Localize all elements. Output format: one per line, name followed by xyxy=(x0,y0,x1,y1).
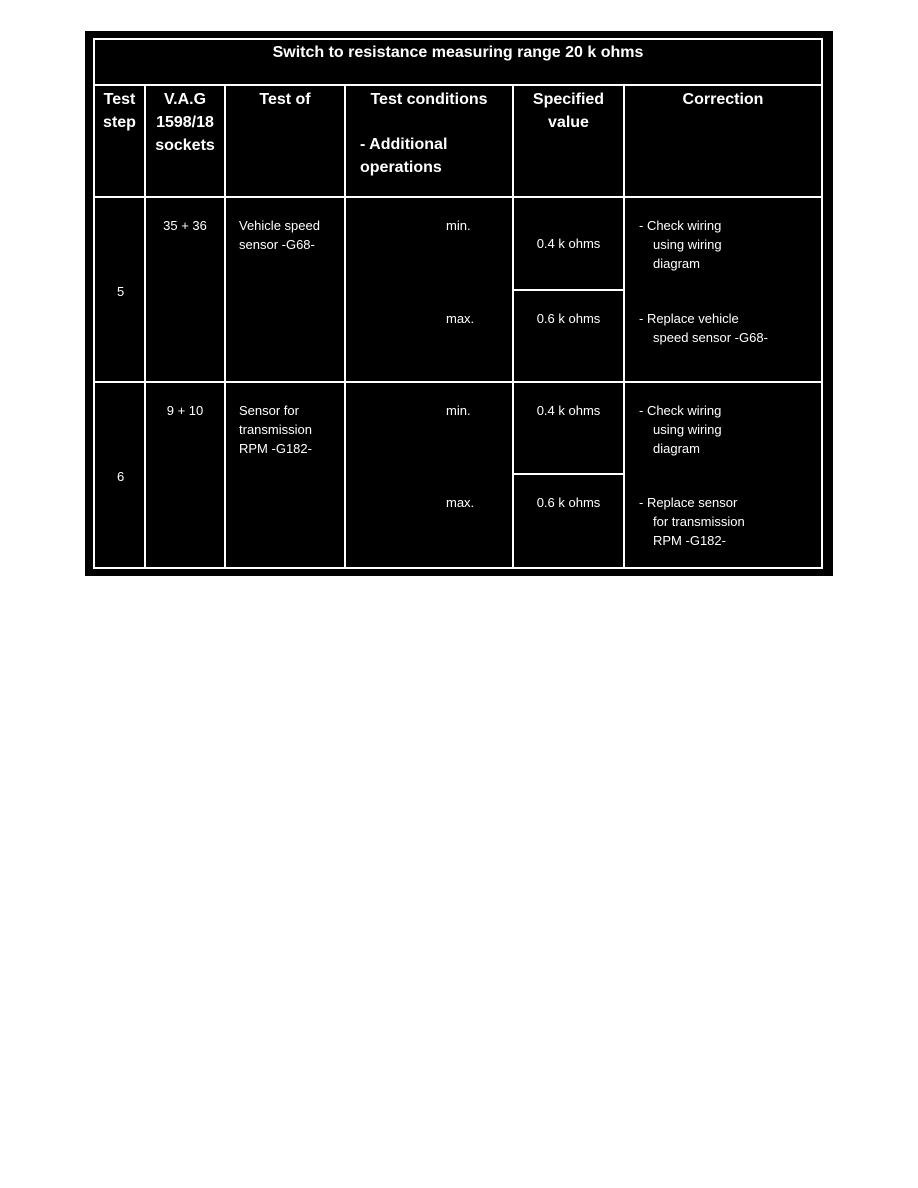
header-test-of xyxy=(224,84,346,198)
row-6-value-max-text: 0.6 k ohms xyxy=(536,495,601,510)
header-specified-line-1: Specified xyxy=(532,91,605,108)
header-specified-value xyxy=(512,84,625,198)
row-6-cond-max: max. xyxy=(446,495,475,510)
row-5-corr-1-line-3: diagram xyxy=(653,256,700,271)
row-6-test-of-line-3: RPM -G182- xyxy=(239,441,312,456)
row-5-test-of-line-2: sensor -G68- xyxy=(239,237,315,252)
row-5-cond-max: max. xyxy=(446,311,475,326)
row-6-value-min-text: 0.4 k ohms xyxy=(536,403,601,418)
row-5-test-of-line-1: Vehicle speed xyxy=(239,218,320,233)
row-5-sockets-value: 35 + 36 xyxy=(163,218,207,233)
header-vag-line-1: V.A.G xyxy=(163,91,207,108)
header-specified-line-2: value xyxy=(548,114,589,131)
row-5-conditions xyxy=(344,196,514,383)
row-5-value-min-text: 0.4 k ohms xyxy=(536,236,601,251)
row-5-correction xyxy=(623,196,823,383)
row-6-cond-min: min. xyxy=(446,403,471,418)
row-6-corr-1-line-2: using wiring xyxy=(653,422,722,437)
header-correction xyxy=(623,84,823,198)
row-6-corr-2-line-1: - Replace sensor xyxy=(639,495,738,510)
row-5-corr-1-line-1: - Check wiring xyxy=(639,218,722,233)
header-conditions-sub-1: - Additional xyxy=(360,136,448,153)
row-5-corr-2-line-1: - Replace vehicle xyxy=(639,311,739,326)
row-5-corr-1-line-2: using wiring xyxy=(653,237,722,252)
row-6-conditions xyxy=(344,381,514,569)
header-correction-label: Correction xyxy=(682,91,764,108)
header-test-conditions xyxy=(344,84,514,198)
row-6-test-of-line-2: transmission xyxy=(239,422,312,437)
row-5-sockets xyxy=(144,196,226,383)
row-5-value-max xyxy=(512,289,625,383)
row-6-corr-2-line-2: for transmission xyxy=(653,514,745,529)
row-6-step-number: 6 xyxy=(117,469,125,484)
resistance-test-table xyxy=(85,31,833,576)
header-conditions-sub-2: operations xyxy=(360,159,442,176)
row-5-corr-2-line-2: speed sensor -G68- xyxy=(653,330,768,345)
table-title: Switch to resistance measuring range 20 k ohms xyxy=(93,38,823,86)
row-5-step-number: 5 xyxy=(117,284,125,299)
row-6-correction xyxy=(623,381,823,569)
row-5-test-of xyxy=(224,196,346,383)
row-6-value-max xyxy=(512,473,625,569)
header-test-step-line-2: step xyxy=(103,114,136,131)
row-6-test-of-line-1: Sensor for xyxy=(239,403,299,418)
row-5-step xyxy=(93,196,146,383)
row-5-cond-min: min. xyxy=(446,218,471,233)
header-test-of-label: Test of xyxy=(259,91,311,108)
header-test-step xyxy=(93,84,146,198)
row-6-step xyxy=(93,381,146,569)
row-5-value-min xyxy=(512,196,625,291)
header-conditions-title: Test conditions xyxy=(370,91,488,108)
row-6-corr-1-line-1: - Check wiring xyxy=(639,403,722,418)
row-6-test-of xyxy=(224,381,346,569)
row-6-corr-2-line-3: RPM -G182- xyxy=(653,533,726,548)
row-6-sockets-value: 9 + 10 xyxy=(166,403,204,418)
row-6-value-min xyxy=(512,381,625,475)
row-6-sockets xyxy=(144,381,226,569)
row-6-corr-1-line-3: diagram xyxy=(653,441,700,456)
header-vag-line-3: sockets xyxy=(155,137,215,154)
row-5-value-max-text: 0.6 k ohms xyxy=(536,311,601,326)
header-test-step-line-1: Test xyxy=(103,91,136,108)
header-vag-sockets xyxy=(144,84,226,198)
header-vag-line-2: 1598/18 xyxy=(156,114,214,131)
